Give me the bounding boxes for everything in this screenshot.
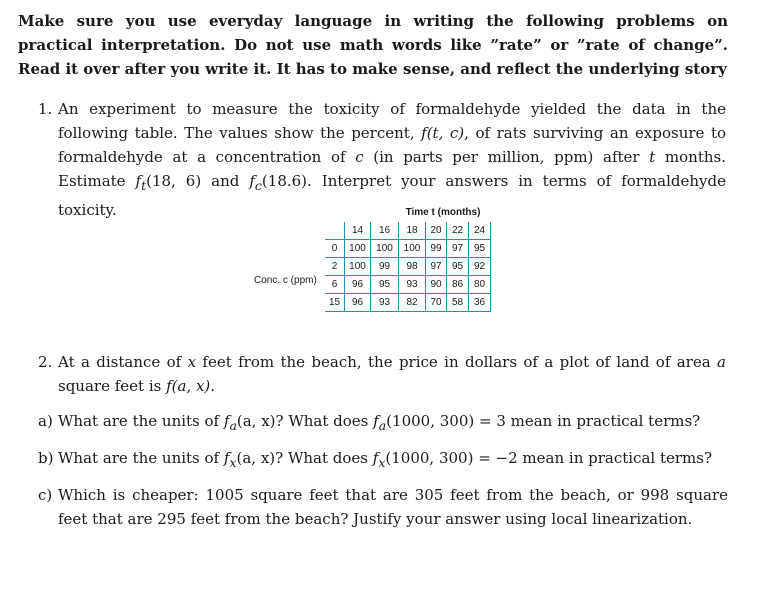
table-cell: 97 bbox=[426, 258, 447, 276]
table-cell: 90 bbox=[426, 276, 447, 294]
table-cell: 97 bbox=[447, 240, 469, 258]
part-a-text: What are the units of $f_a(a$, x)? What does $f_a(1000$, 300) = 3 mean in practical terms? bbox=[58, 412, 701, 433]
time-header: 18 bbox=[399, 222, 426, 240]
table-cell: 99 bbox=[371, 258, 399, 276]
part-b bbox=[38, 446, 728, 475]
problem-1-number: 1. bbox=[38, 100, 53, 118]
table-cell: 95 bbox=[469, 240, 491, 258]
table-cell: 100 bbox=[371, 240, 399, 258]
concentration-header: 2 bbox=[325, 258, 345, 276]
table-cell: 93 bbox=[399, 276, 426, 294]
problem-2-text: At a distance of x feet from the beach, the price in dollars of a plot of land of area a square feet is f(a, x). bbox=[58, 353, 726, 395]
table-cell: 96 bbox=[345, 276, 371, 294]
table-cell: 80 bbox=[469, 276, 491, 294]
part-a bbox=[38, 409, 728, 438]
table-cell: 100 bbox=[345, 240, 371, 258]
table-cell: 96 bbox=[345, 294, 371, 312]
time-header: 24 bbox=[469, 222, 491, 240]
table-row bbox=[325, 294, 491, 312]
part-c-text: Which is cheaper: 1005 square feet that are 305 feet from the beach, or 998 square feet that are 295 feet from the beach? Justify your answer using local linearization. bbox=[58, 486, 728, 528]
table-cell: 99 bbox=[426, 240, 447, 258]
table-header-row bbox=[325, 222, 491, 240]
time-header: 14 bbox=[345, 222, 371, 240]
problem-2-number: 2. bbox=[38, 353, 53, 371]
problem-1-text: An experiment to measure the toxicity of formaldehyde yielded the data in the following table. The values show the percent, f(t, c), of rats surviving an exposure to formaldehyde at a concentration of c (in parts per million, ppm) after t months. Estimate $f_t(18$, 6) and $f_c(18.6)$. Interpret your answers in terms of formaldehyde toxicity. bbox=[58, 100, 727, 219]
table-cell: 93 bbox=[371, 294, 399, 312]
part-c bbox=[38, 483, 728, 531]
toxicity-table bbox=[325, 222, 491, 312]
table-cell: 98 bbox=[399, 258, 426, 276]
toxicity-table-block bbox=[254, 204, 524, 320]
time-header: 20 bbox=[426, 222, 447, 240]
instructions-paragraph: Make sure you use everyday language in writing the following problems on practical interpretation. Do not use math words like ”rate” or ”rate of change”. Read it over after you write it. It has to make sense, and reflect the underlying story bbox=[18, 12, 728, 78]
table-cell: 58 bbox=[447, 294, 469, 312]
table-cell: 92 bbox=[469, 258, 491, 276]
problem-2 bbox=[38, 350, 726, 398]
concentration-axis-label: Conc. c (ppm) bbox=[254, 275, 317, 286]
time-axis-label: Time t (months) bbox=[405, 207, 481, 218]
table-cell: 100 bbox=[399, 240, 426, 258]
table-cell: 95 bbox=[447, 258, 469, 276]
table-cell: 36 bbox=[469, 294, 491, 312]
table-cell: 70 bbox=[426, 294, 447, 312]
table-cell: 100 bbox=[345, 258, 371, 276]
table-cell: 86 bbox=[447, 276, 469, 294]
concentration-header: 6 bbox=[325, 276, 345, 294]
time-header: 16 bbox=[371, 222, 399, 240]
table-row bbox=[325, 276, 491, 294]
table-cell: 95 bbox=[371, 276, 399, 294]
part-b-letter: b) bbox=[38, 449, 54, 467]
table-row bbox=[325, 258, 491, 276]
concentration-header: 0 bbox=[325, 240, 345, 258]
concentration-header: 15 bbox=[325, 294, 345, 312]
part-a-letter: a) bbox=[38, 412, 53, 430]
table-cell: 82 bbox=[399, 294, 426, 312]
part-c-letter: c) bbox=[38, 486, 53, 504]
time-header: 22 bbox=[447, 222, 469, 240]
table-corner-cell bbox=[325, 222, 345, 240]
part-b-text: What are the units of $f_x(a$, x)? What does $f_x(1000$, 300) = −2 mean in practical terms? bbox=[58, 449, 713, 470]
table-row bbox=[325, 240, 491, 258]
